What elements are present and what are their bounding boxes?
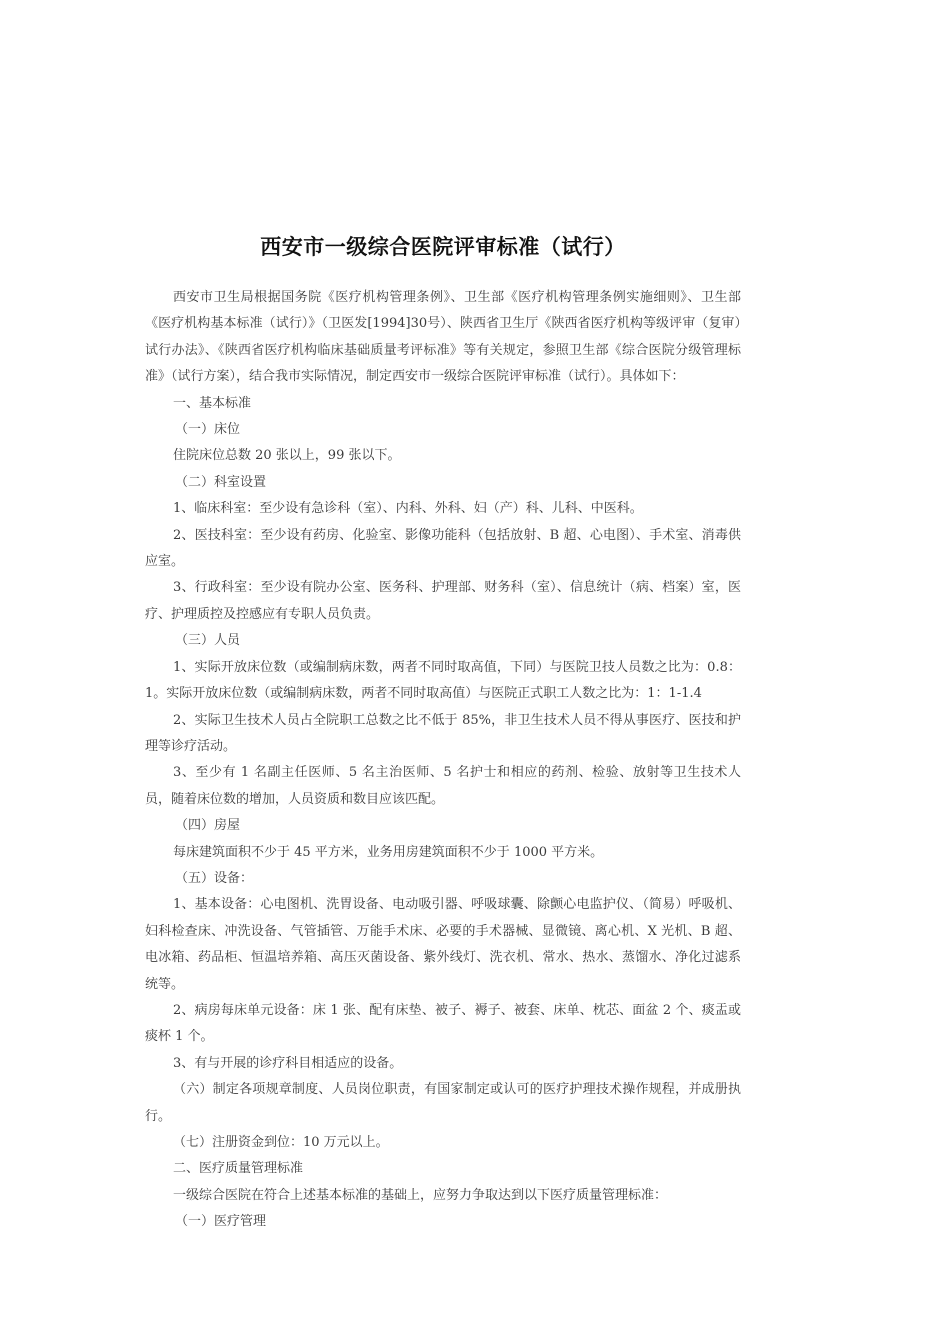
paragraph-staff-ratio: 1、实际开放床位数（或编制病床数，两者不同时取高值，下同）与医院卫技人员数之比为：0.8：1。实际开放床位数（或编制病床数，两者不同时取高值）与医院正式职工人数之比为：1：1-1.4 (145, 659, 741, 702)
paragraph-bed-count: 住院床位总数 20 张以上，99 张以下。 (173, 448, 401, 464)
paragraph-registered-capital: （七）注册资金到位：10 万元以上。 (173, 1135, 389, 1150)
subheading-buildings: （四）房屋 (175, 818, 241, 834)
section-heading-quality-management: 二、医疗质量管理标准 (173, 1161, 304, 1177)
subheading-departments: （二）科室设置 (175, 474, 267, 490)
paragraph-quality-intro: 一级综合医院在符合上述基本标准的基础上，应努力争取达到以下医疗质量管理标准： (173, 1187, 668, 1203)
document-body (145, 285, 741, 1236)
document-title: 西安市一级综合医院评审标准（试行） (260, 235, 626, 259)
subheading-beds: （一）床位 (175, 422, 241, 438)
paragraph-tech-staff-share: 2、实际卫生技术人员占全院职工总数之比不低于 85%，非卫生技术人员不得从事医疗、医技和护理等诊疗活动。 (145, 712, 741, 754)
paragraph-floor-area: 每床建筑面积不少于 45 平方米，业务用房建筑面积不少于 1000 平方米。 (173, 844, 604, 860)
paragraph-matching-equipment: 3、有与开展的诊疗科目相适应的设备。 (173, 1055, 403, 1071)
paragraph-minimum-physicians: 3、至少有 1 名副主任医师、5 名主治医师、5 名护士和相应的药剂、检验、放射等卫生技术人员，随着床位数的增加，人员资质和数目应该匹配。 (145, 765, 741, 807)
paragraph-regulations: （六）制定各项规章制度、人员岗位职责，有国家制定或认可的医疗护理技术操作规程，并成册执行。 (145, 1082, 741, 1124)
section-heading-basic-standards: 一、基本标准 (173, 395, 252, 411)
paragraph-administrative-departments: 3、行政科室：至少设有院办公室、医务科、护理部、财务科（室）、信息统计（病、档案）室，医疗、护理质控及控感应有专职人员负责。 (145, 580, 741, 622)
subheading-medical-management: （一）医疗管理 (175, 1214, 267, 1230)
paragraph-clinical-departments: 1、临床科室：至少设有急诊科（室）、内科、外科、妇（产）科、儿科、中医科。 (173, 501, 643, 517)
paragraph-medical-tech-departments: 2、医技科室：至少设有药房、化验室、影像功能科（包括放射、B 超、心电图）、手术室、消毒供应室。 (145, 527, 741, 570)
intro-paragraph: 西安市卫生局根据国务院《医疗机构管理条例》、卫生部《医疗机构管理条例实施细则》、卫生部《医疗机构基本标准（试行）》（卫医发[1994]30号）、陕西省卫生厅《陕西省医疗机构等级评审（复审）试行办法》、《陕西省医疗机构临床基础质量考评标准》等有关规定，参照卫生部《综合医院分级管理标准》（试行方案），结合我市实际情况，制定西安市一级综合医院评审标准（试行）。具体如下： (145, 290, 741, 385)
subheading-equipment: （五）设备： (175, 870, 254, 886)
paragraph-ward-bed-equipment: 2、病房每床单元设备：床 1 张、配有床垫、被子、褥子、被套、床单、枕芯、面盆 2 个、痰盂或痰杯 1 个。 (145, 1002, 741, 1045)
paragraph-basic-equipment: 1、基本设备：心电图机、洗胃设备、电动吸引器、呼吸球囊、除颤心电监护仪、（简易）呼吸机、妇科检查床、冲洗设备、气管插管、万能手术床、必要的手术器械、显微镜、离心机、X 光机、B 超、电冰箱、药品柜、恒温培养箱、高压灭菌设备、紫外线灯、洗衣机、常水、热水、蒸馏水、净化过滤系统等。 (145, 897, 741, 992)
subheading-personnel: （三）人员 (175, 633, 241, 649)
